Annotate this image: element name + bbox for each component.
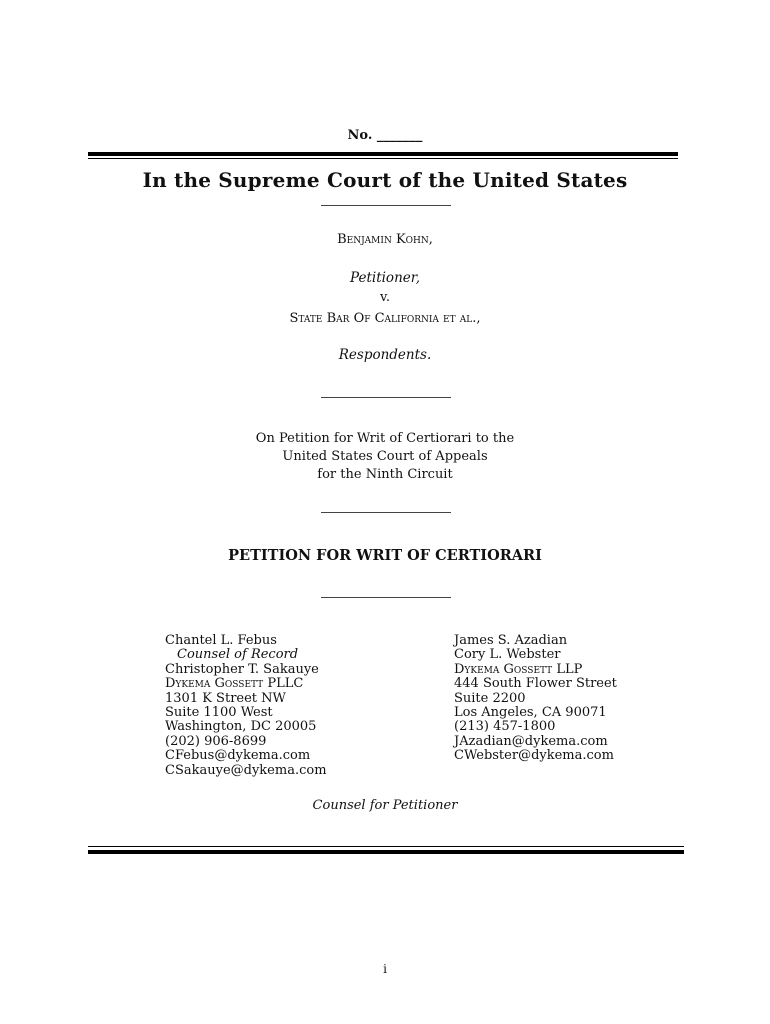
top-thin-rule	[88, 158, 678, 159]
email-address: CFebus@dykema.com	[165, 748, 311, 764]
separator-rule-2	[321, 397, 451, 398]
email-address: JAzadian@dykema.com	[454, 733, 608, 749]
counsel-name: Chantel L. Febus	[165, 633, 277, 648]
address-line: Washington, DC 20005	[165, 719, 317, 735]
counsel-of-record-label: Counsel of Record	[177, 647, 299, 663]
phone-number: (213) 457-1800	[454, 719, 556, 735]
email-address: CWebster@dykema.com	[454, 748, 614, 764]
versus-label: v.	[380, 290, 390, 305]
counsel-block-left	[165, 634, 327, 778]
firm-name: Dykema Gossett PLLC	[165, 676, 304, 692]
petition-on-line-1: On Petition for Writ of Certiorari to the	[255, 431, 515, 446]
document-title: PETITION FOR WRIT OF CERTIORARI	[228, 547, 542, 564]
address-line: Los Angeles, CA 90071	[454, 705, 607, 721]
petitioner-role: Petitioner,	[349, 270, 421, 286]
petitioner-name: Benjamin Kohn,	[337, 232, 433, 247]
phone-number: (202) 906-8699	[165, 733, 267, 749]
counsel-for-label: Counsel for Petitioner	[312, 798, 458, 813]
counsel-name: Christopher T. Sakauye	[165, 661, 319, 677]
separator-rule-4	[321, 597, 451, 598]
separator-rule-3	[321, 512, 451, 513]
top-thick-rule	[88, 152, 678, 156]
separator-rule-1	[321, 205, 451, 206]
court-title: In the Supreme Court of the United States	[142, 168, 628, 192]
counsel-name: Cory L. Webster	[454, 647, 561, 663]
address-line: Suite 2200	[454, 690, 526, 706]
counsel-name: James S. Azadian	[454, 633, 568, 648]
address-line: Suite 1100 West	[165, 705, 273, 721]
petition-on-line-3: for the Ninth Circuit	[317, 467, 453, 482]
respondent-name: State Bar Of California et al.,	[289, 311, 481, 326]
bottom-thin-rule	[88, 846, 684, 847]
page-number: i	[383, 962, 387, 976]
respondent-role: Respondents.	[338, 347, 432, 363]
bottom-thick-rule	[88, 850, 684, 854]
firm-name: Dykema Gossett LLP	[454, 661, 583, 677]
address-line: 1301 K Street NW	[165, 690, 286, 706]
petition-on-line-2: United States Court of Appeals	[282, 449, 488, 464]
address-line: 444 South Flower Street	[454, 676, 617, 692]
email-address: CSakauye@dykema.com	[165, 762, 327, 778]
docket-number: No. _______	[347, 128, 423, 143]
counsel-block-right	[454, 634, 617, 764]
